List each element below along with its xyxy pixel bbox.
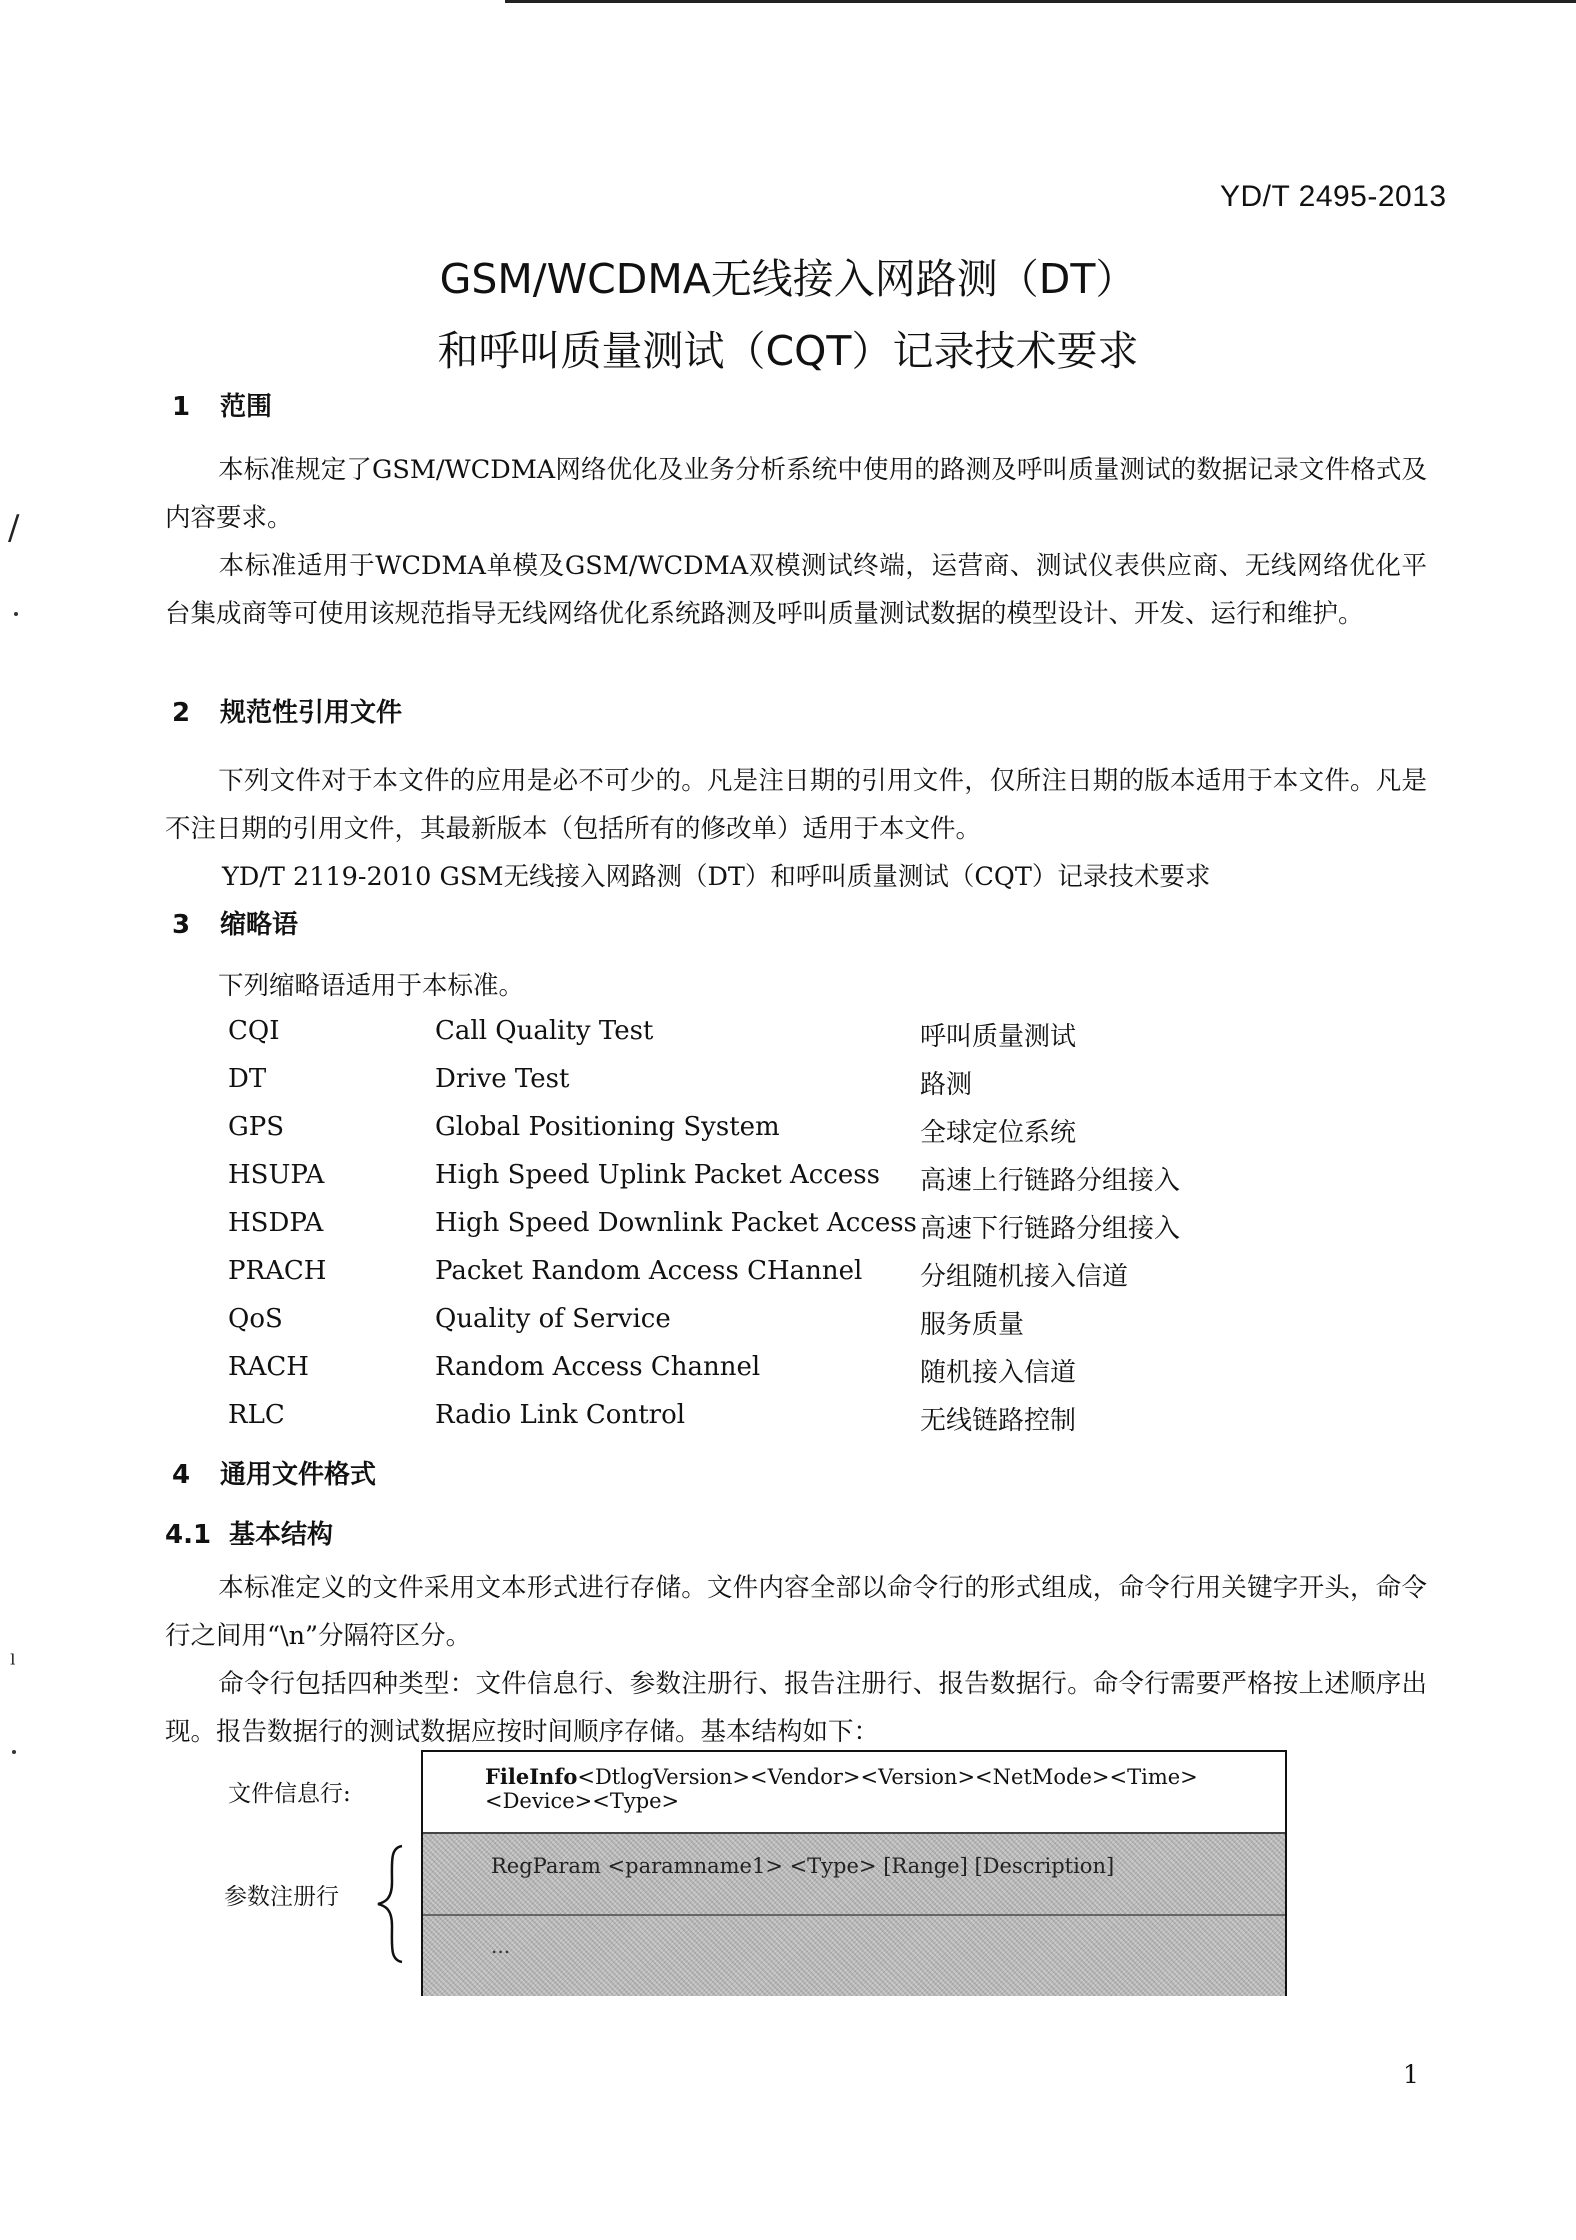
normative-reference: YD/T 2119-2010 GSM无线接入网路测（DT）和呼叫质量测试（CQT）记录技术要求 [222,862,1211,892]
fileinfo-keyword: FileInfo [485,1764,578,1789]
abbreviation: RLC [228,1400,285,1430]
section-3-intro [165,962,1427,1010]
abbreviation-row [0,1064,1576,1104]
abbreviation-chinese: 分组随机接入信道 [920,1262,1129,1292]
paragraph-text: 本标准适用于WCDMA单模及GSM/WCDMA双模测试终端，运营商、测试仪表供应商、无线网络优化平台集成商等可使用该规范指导无线网络优化系统路测及呼叫质量测试数据的模型设计、开发、运行和维护。 [165,551,1427,629]
abbreviation-english: Quality of Service [435,1304,671,1334]
section-1-paragraph-2 [165,542,1427,638]
paragraph-text: 本标准规定了GSM/WCDMA网络优化及业务分析系统中使用的路测及呼叫质量测试的数据记录文件格式及内容要求。 [165,455,1427,533]
document-number: YD/T 2495-2013 [1220,180,1447,213]
title-line-2: 和呼叫质量测试（CQT）记录技术要求 [437,327,1139,375]
section-4-1-paragraph-1 [165,1564,1427,1660]
section-4-1-paragraph-2 [165,1660,1427,1756]
abbreviation-row [0,1400,1576,1440]
abbreviation-english: Call Quality Test [435,1016,654,1046]
abbreviation-english: Drive Test [435,1064,570,1094]
section-4-heading [172,1454,376,1491]
scan-edge-line [505,0,1576,3]
abbreviation-chinese: 全球定位系统 [920,1118,1077,1148]
fileinfo-row [423,1752,1285,1832]
abbreviation-row [0,1112,1576,1152]
fileinfo-params: <DtlogVersion><Vendor><Version><NetMode><Time><Device><Type> [485,1765,1198,1813]
section-number: 4.1 [165,1520,212,1550]
section-title: 通用文件格式 [220,1460,377,1490]
abbreviation-chinese: 服务质量 [920,1310,1025,1340]
abbreviation-chinese: 高速上行链路分组接入 [920,1166,1181,1196]
abbreviation: GPS [228,1112,285,1142]
abbreviation-row [0,1016,1576,1056]
abbreviation: DT [228,1064,267,1094]
margin-dot [14,612,18,616]
regparam-ellipsis: ... [491,1934,511,1958]
section-4-1-heading [165,1514,333,1551]
abbreviation-row [0,1160,1576,1200]
abbreviation-chinese: 路测 [920,1070,973,1100]
title-line-1: GSM/WCDMA无线接入网路测（DT） [439,255,1137,303]
abbreviation-row [0,1208,1576,1248]
regparam-block [423,1832,1285,1996]
section-2-heading [172,692,402,729]
abbreviation-english: Random Access Channel [435,1352,761,1382]
abbreviation: CQI [228,1016,280,1046]
paragraph-text: 下列缩略语适用于本标准。 [218,971,525,1001]
abbreviation-row [0,1256,1576,1296]
section-title: 规范性引用文件 [220,698,403,728]
abbreviation: HSDPA [228,1208,324,1238]
section-number: 2 [172,698,191,728]
abbreviation: RACH [228,1352,309,1382]
paragraph-text: 命令行包括四种类型：文件信息行、参数注册行、报告注册行、报告数据行。命令行需要严格按上述顺序出现。报告数据行的测试数据应按时间顺序存储。基本结构如下： [165,1669,1427,1747]
abbreviation-chinese: 高速下行链路分组接入 [920,1214,1181,1244]
abbreviation-chinese: 呼叫质量测试 [920,1022,1077,1052]
margin-dot [12,1750,16,1754]
page-number: 1 [1403,2060,1419,2089]
section-1-paragraph-1 [165,446,1427,542]
abbreviation-english: High Speed Downlink Packet Access [435,1208,917,1238]
paragraph-text: 下列文件对于本文件的应用是必不可少的。凡是注日期的引用文件，仅所注日期的版本适用于本文件。凡是不注日期的引用文件，其最新版本（包括所有的修改单）适用于本文件。 [165,766,1427,844]
abbreviation-english: Global Positioning System [435,1112,780,1142]
section-number: 1 [172,392,191,422]
curly-brace-icon [372,1842,408,1966]
abbreviation-chinese: 无线链路控制 [920,1406,1077,1436]
abbreviation-english: Radio Link Control [435,1400,686,1430]
abbreviation-row [0,1352,1576,1392]
section-title: 缩略语 [220,910,299,940]
abbreviation-english: Packet Random Access CHannel [435,1256,863,1286]
abbreviation: HSUPA [228,1160,325,1190]
abbreviation: PRACH [228,1256,327,1286]
margin-mark: ˡ [10,1650,17,1680]
abbreviation-english: High Speed Uplink Packet Access [435,1160,880,1190]
section-1-heading [172,386,272,423]
section-2-paragraph-1 [165,757,1427,853]
margin-mark: / [8,508,20,548]
abbreviation-chinese: 随机接入信道 [920,1358,1077,1388]
section-title: 范围 [220,392,273,422]
section-number: 4 [172,1460,191,1490]
section-title: 基本结构 [229,1520,334,1550]
abbreviation: QoS [228,1304,283,1334]
regparam-divider [423,1914,1285,1916]
paragraph-text: 本标准定义的文件采用文本形式进行存储。文件内容全部以命令行的形式组成，命令行用关键字开头，命令行之间用“\n”分隔符区分。 [165,1573,1427,1651]
fileinfo-row-label: 文件信息行: [228,1781,351,1807]
basic-structure-diagram [421,1750,1287,1996]
regparam-line: RegParam <paramname1> <Type> [Range] [Description] [491,1854,1115,1878]
abbreviation-row [0,1304,1576,1344]
section-3-heading [172,904,298,941]
section-number: 3 [172,910,191,940]
regparam-row-label: 参数注册行 [224,1884,339,1910]
